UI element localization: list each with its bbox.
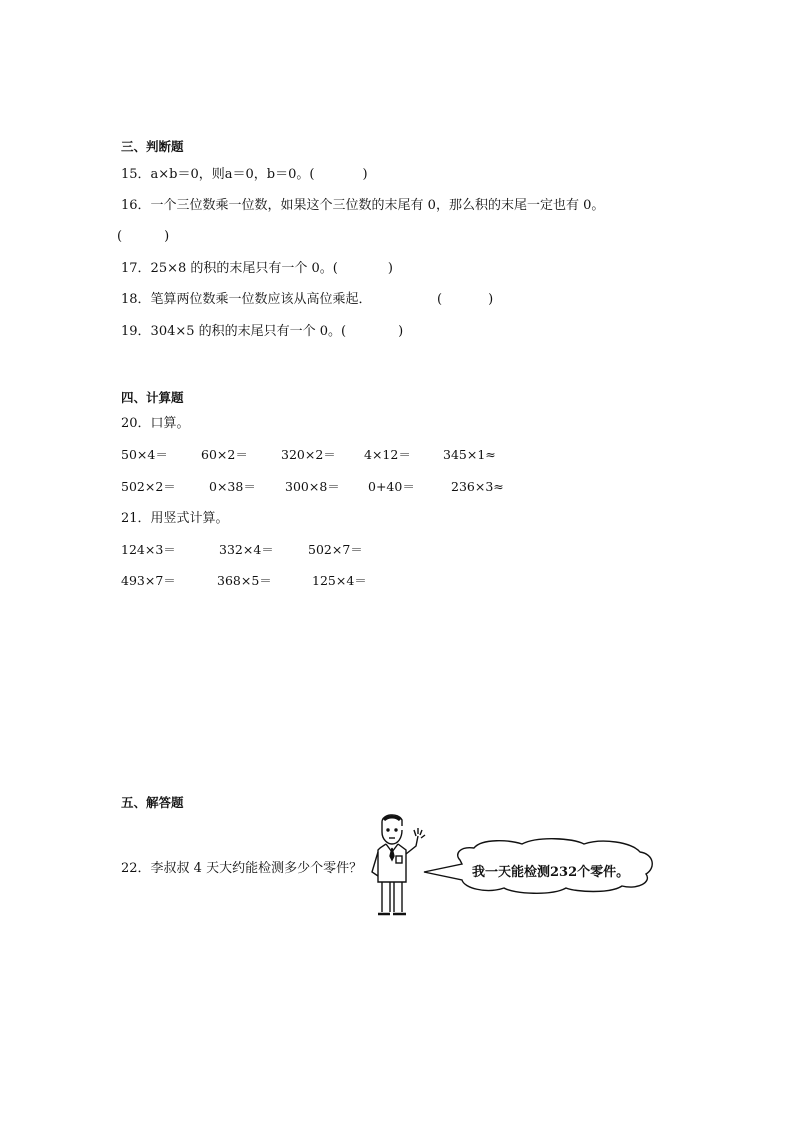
man-figure: [372, 815, 425, 914]
question-17-text: 17．25×8 的积的末尾只有一个 0。(: [121, 261, 338, 276]
oral-item: 345×1≈: [443, 447, 496, 462]
question-19: [121, 324, 403, 340]
close-paren: ): [362, 167, 368, 182]
question-17: [121, 261, 393, 277]
close-paren: ): [398, 324, 404, 339]
oral-item: 236×3≈: [451, 479, 504, 494]
question-15: [121, 167, 368, 183]
oral-item: 4×12＝: [364, 447, 411, 462]
close-paren: ): [387, 261, 393, 276]
oral-item: 320×2＝: [281, 447, 336, 462]
oral-item: 300×8＝: [285, 479, 340, 494]
open-paren: (: [117, 229, 123, 244]
vertical-item: 125×4＝: [312, 573, 367, 588]
question-20: 20．口算。: [121, 416, 190, 431]
section-heading-answer: 五、解答题: [121, 795, 184, 810]
vertical-item: 368×5＝: [217, 573, 272, 588]
question-15-text: 15．a×b＝0，则a＝0，b＝0。(: [121, 167, 315, 182]
oral-item: 0×38＝: [209, 479, 256, 494]
question-18: [121, 292, 372, 308]
question-16-answer: [117, 229, 169, 245]
oral-item: 0+40＝: [368, 479, 415, 494]
question-16: 16．一个三位数乘一位数，如果这个三位数的末尾有 0，那么积的末尾一定也有 0。: [121, 198, 605, 213]
question-22: 22．李叔叔 4 天大约能检测多少个零件？: [121, 861, 363, 876]
oral-item: 60×2＝: [201, 447, 248, 462]
section-heading-calc: 四、计算题: [121, 390, 184, 405]
open-paren: (: [437, 292, 443, 307]
vertical-item: 493×7＝: [121, 573, 176, 588]
question-18-text: 18．笔算两位数乘一位数应该从高位乘起．: [121, 292, 372, 307]
oral-item: 50×4＝: [121, 447, 168, 462]
vertical-item: 124×3＝: [121, 542, 176, 557]
question-18-answer: [437, 292, 493, 308]
vertical-item: 502×7＝: [308, 542, 363, 557]
question-21: 21．用竖式计算。: [121, 511, 229, 526]
question-19-text: 19．304×5 的积的末尾只有一个 0。(: [121, 324, 347, 339]
section-heading-judge: 三、判断题: [121, 139, 184, 154]
speech-bubble-text: 我一天能检测232个零件。: [472, 865, 630, 880]
close-paren: ): [164, 229, 170, 244]
vertical-item: 332×4＝: [219, 542, 274, 557]
close-paren: ): [488, 292, 494, 307]
oral-item: 502×2＝: [121, 479, 176, 494]
